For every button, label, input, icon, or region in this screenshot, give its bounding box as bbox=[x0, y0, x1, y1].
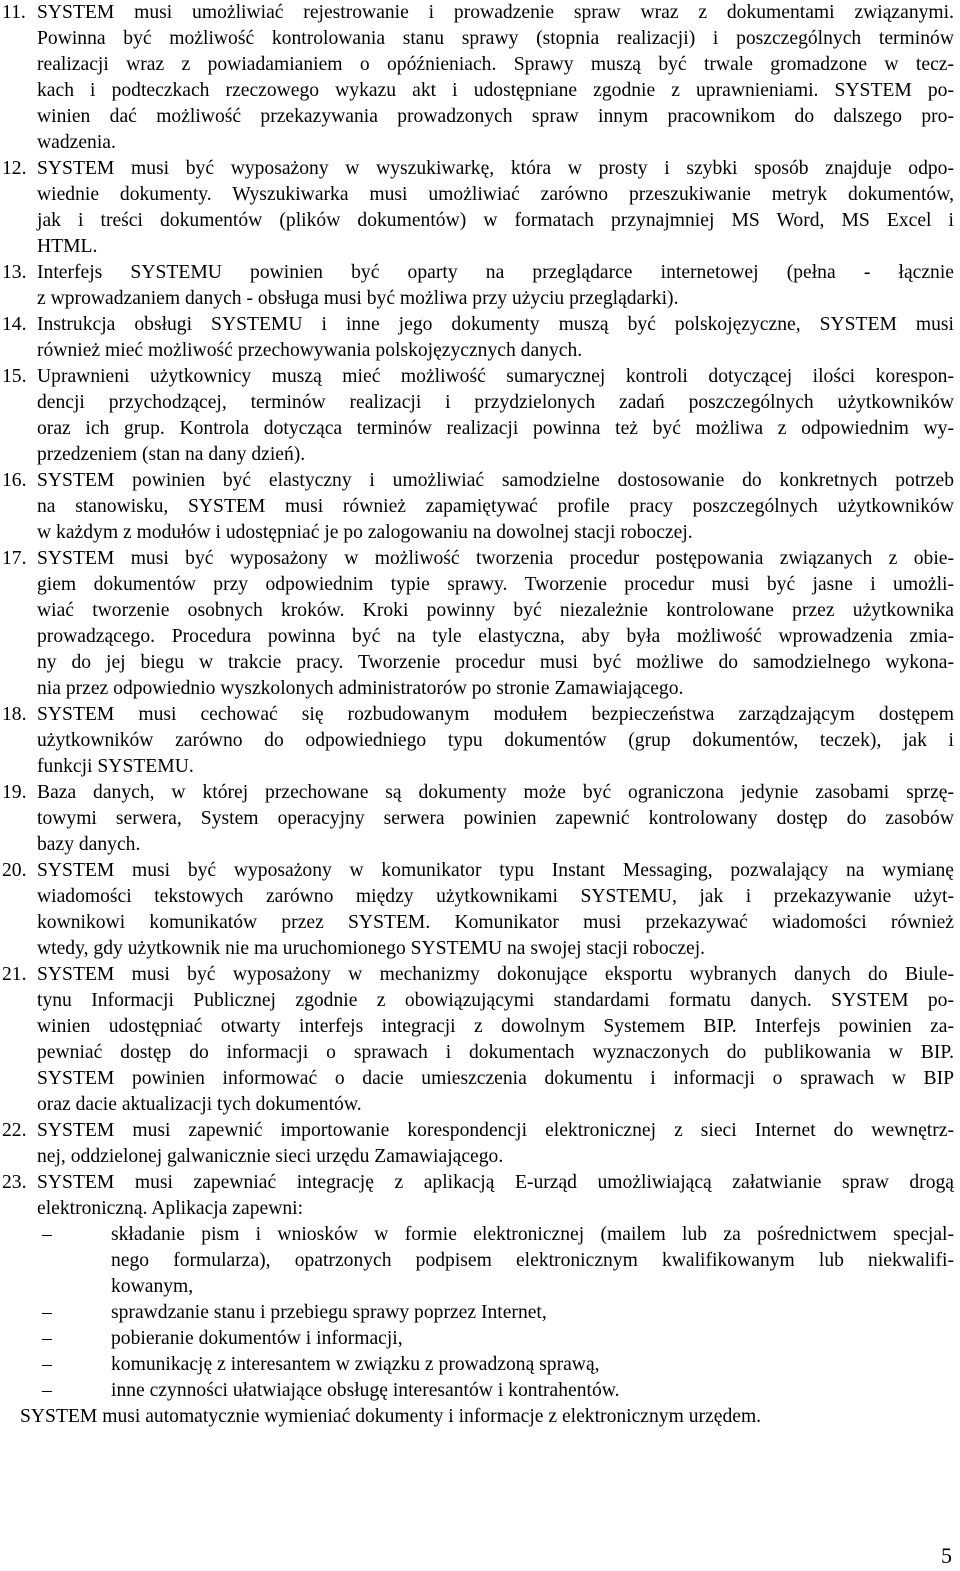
item-text: przedzeniem (stan na dany dzień). bbox=[37, 444, 306, 465]
item-text: jak i treści dokumentów (plików dokumentów) w formatach przynajmniej MS Word, MS Excel i bbox=[37, 210, 954, 231]
item-number: 16. bbox=[2, 470, 27, 491]
item-text: SYSTEM musi zapewniać integrację z aplikacją E-urząd umożliwiającą załatwianie spraw drogą bbox=[37, 1172, 954, 1193]
item-text: wiednie dokumenty. Wyszukiwarka musi umożliwiać zarówno przeszukiwanie metryk dokumentów, bbox=[37, 184, 954, 205]
item-number: 20. bbox=[2, 860, 27, 881]
item-text: winien udostępniać otwarty interfejs integracji z dowolnym Systemem BIP. Interfejs powinien za- bbox=[37, 1016, 954, 1037]
item-text: użytkowników zarówno do odpowiedniego typu dokumentów (grup dokumentów, teczek), jak i bbox=[37, 730, 954, 751]
item-number: 14. bbox=[2, 314, 27, 335]
item-number: 21. bbox=[2, 964, 27, 985]
item-text: SYSTEM powinien być elastyczny i umożliwiać samodzielne dostosowanie do konkretnych potrzeb bbox=[37, 470, 954, 491]
bullet-dash: – bbox=[42, 1302, 52, 1323]
item-text: giem dokumentów przy odpowiednim typie sprawy. Tworzenie procedur musi być jasne i umożli- bbox=[37, 574, 954, 595]
item-text: kownikowi komunikatów przez SYSTEM. Komunikator musi przekazywać wiadomości również bbox=[37, 912, 954, 933]
item-text: SYSTEM musi być wyposażony w możliwość tworzenia procedur postępowania związanych z obie- bbox=[37, 548, 954, 569]
bullet-text: nego formularza), opatrzonych podpisem elektronicznym kwalifikowanym lub niekwalifi- bbox=[111, 1250, 954, 1271]
item-text: z wprowadzaniem danych - obsługa musi być możliwa przy użyciu przeglądarki). bbox=[37, 288, 679, 309]
item-text: nej, oddzielonej galwanicznie sieci urzędu Zamawiającego. bbox=[37, 1146, 504, 1167]
item-text: Interfejs SYSTEMU powinien być oparty na przeglądarce internetowej (pełna - łącznie bbox=[37, 262, 954, 283]
item-text: SYSTEM musi być wyposażony w wyszukiwarkę, która w prosty i szybki sposób znajduje odpo- bbox=[37, 158, 954, 179]
item-text: w każdym z modułów i udostępniać je po zalogowaniu na dowolnej stacji roboczej. bbox=[37, 522, 693, 543]
item-number: 23. bbox=[2, 1172, 27, 1193]
item-number: 19. bbox=[2, 782, 27, 803]
item-text: HTML. bbox=[37, 236, 98, 257]
item-text: SYSTEM musi być wyposażony w komunikator typu Instant Messaging, pozwalający na wymianę bbox=[37, 860, 954, 881]
item-text: wtedy, gdy użytkownik nie ma uruchomionego SYSTEMU na swojej stacji roboczej. bbox=[37, 938, 706, 959]
bullet-text: składanie pism i wniosków w formie elektronicznej (mailem lub za pośrednictwem specjal- bbox=[111, 1224, 954, 1245]
closing-paragraph: SYSTEM musi automatycznie wymieniać dokumenty i informacje z elektronicznym urzędem. bbox=[20, 1406, 762, 1427]
item-text: funkcji SYSTEMU. bbox=[37, 756, 194, 777]
item-text: również mieć możliwość przechowywania polskojęzycznych danych. bbox=[37, 340, 583, 361]
item-text: ny do jej biegu w trakcie pracy. Tworzenie procedur musi być możliwe do samodzielnego wykona- bbox=[37, 652, 954, 673]
item-number: 12. bbox=[2, 158, 27, 179]
item-text: SYSTEM musi cechować się rozbudowanym modułem bezpieczeństwa zarządzającym dostępem bbox=[37, 704, 954, 725]
item-text: Uprawnieni użytkownicy muszą mieć możliwość sumarycznej kontroli dotyczącej ilości korespon- bbox=[37, 366, 954, 387]
item-text: towymi serwera, System operacyjny serwera powinien zapewnić kontrolowany dostęp do zasobów bbox=[37, 808, 954, 829]
item-text: na stanowisku, SYSTEM musi również zapamiętywać profile pracy poszczególnych użytkowników bbox=[37, 496, 954, 517]
item-number: 18. bbox=[2, 704, 27, 725]
item-text: oraz dacie aktualizacji tych dokumentów. bbox=[37, 1094, 362, 1115]
item-number: 11. bbox=[2, 2, 26, 23]
item-text: elektroniczną. Aplikacja zapewni: bbox=[37, 1198, 304, 1219]
item-number: 17. bbox=[2, 548, 27, 569]
item-text: tynu Informacji Publicznej zgodnie z obowiązującymi standardami formatu danych. SYSTEM po- bbox=[37, 990, 954, 1011]
bullet-text: komunikację z interesantem w związku z prowadzoną sprawą, bbox=[111, 1354, 600, 1375]
item-text: SYSTEM musi umożliwiać rejestrowanie i prowadzenie spraw wraz z dokumentami związanymi. bbox=[37, 2, 954, 23]
bullet-text: kowanym, bbox=[111, 1276, 194, 1297]
item-text: wiać tworzenie osobnych kroków. Kroki powinny być niezależnie kontrolowane przez użytkownika bbox=[37, 600, 954, 621]
item-text: oraz ich grup. Kontrola dotycząca terminów realizacji powinna też być możliwa z odpowiednim wy- bbox=[37, 418, 954, 439]
item-text: wiadomości tekstowych zarówno między użytkownikami SYSTEMU, jak i przekazywanie użyt- bbox=[37, 886, 954, 907]
page-number: 5 bbox=[941, 1543, 952, 1568]
item-text: pewniać dostęp do informacji o sprawach i dokumentach wyznaczonych do publikowania w BIP. bbox=[37, 1042, 954, 1063]
item-text: winien dać możliwość przekazywania prowadzonych spraw innym pracownikom do dalszego pro- bbox=[37, 106, 954, 127]
item-text: prowadzącego. Procedura powinna być na tyle elastyczna, aby była możliwość wprowadzenia zmia- bbox=[37, 626, 954, 647]
bullet-text: sprawdzanie stanu i przebiegu sprawy poprzez Internet, bbox=[111, 1302, 547, 1323]
item-number: 15. bbox=[2, 366, 27, 387]
bullet-dash: – bbox=[42, 1224, 52, 1245]
item-text: Instrukcja obsługi SYSTEMU i inne jego dokumenty muszą być polskojęzyczne, SYSTEM musi bbox=[37, 314, 954, 335]
item-number: 22. bbox=[2, 1120, 27, 1141]
bullet-text: pobieranie dokumentów i informacji, bbox=[111, 1328, 403, 1349]
item-text: kach i podteczkach rzeczowego wykazu akt i udostępniane zgodnie z uprawnieniami. SYSTEM po- bbox=[37, 80, 954, 101]
bullet-dash: – bbox=[42, 1380, 52, 1401]
item-text: SYSTEM musi zapewnić importowanie korespondencji elektronicznej z sieci Internet do wewnętrz- bbox=[37, 1120, 954, 1141]
item-text: dencji przychodzącej, terminów realizacji i przydzielonych zadań poszczególnych użytkowników bbox=[37, 392, 954, 413]
bullet-dash: – bbox=[42, 1328, 52, 1349]
item-text: SYSTEM powinien informować o dacie umieszczenia dokumentu i informacji o sprawach w BIP bbox=[37, 1068, 954, 1089]
item-text: SYSTEM musi być wyposażony w mechanizmy dokonujące eksportu wybranych danych do Biule- bbox=[37, 964, 954, 985]
item-text: nia przez odpowiednio wyszkolonych administratorów po stronie Zamawiającego. bbox=[37, 678, 684, 699]
item-text: realizacji wraz z powiadamianiem o opóźnieniach. Sprawy muszą być trwale gromadzone w tecz- bbox=[37, 54, 954, 75]
item-text: wadzenia. bbox=[37, 132, 116, 153]
item-number: 13. bbox=[2, 262, 27, 283]
item-text: bazy danych. bbox=[37, 834, 141, 855]
item-text: Baza danych, w której przechowane są dokumenty może być ograniczona jedynie zasobami sprzę- bbox=[37, 782, 954, 803]
bullet-text: inne czynności ułatwiające obsługę interesantów i kontrahentów. bbox=[111, 1380, 620, 1401]
item-text: Powinna być możliwość kontrolowania stanu sprawy (stopnia realizacji) i poszczególnych terminów bbox=[37, 28, 954, 49]
bullet-dash: – bbox=[42, 1354, 52, 1375]
